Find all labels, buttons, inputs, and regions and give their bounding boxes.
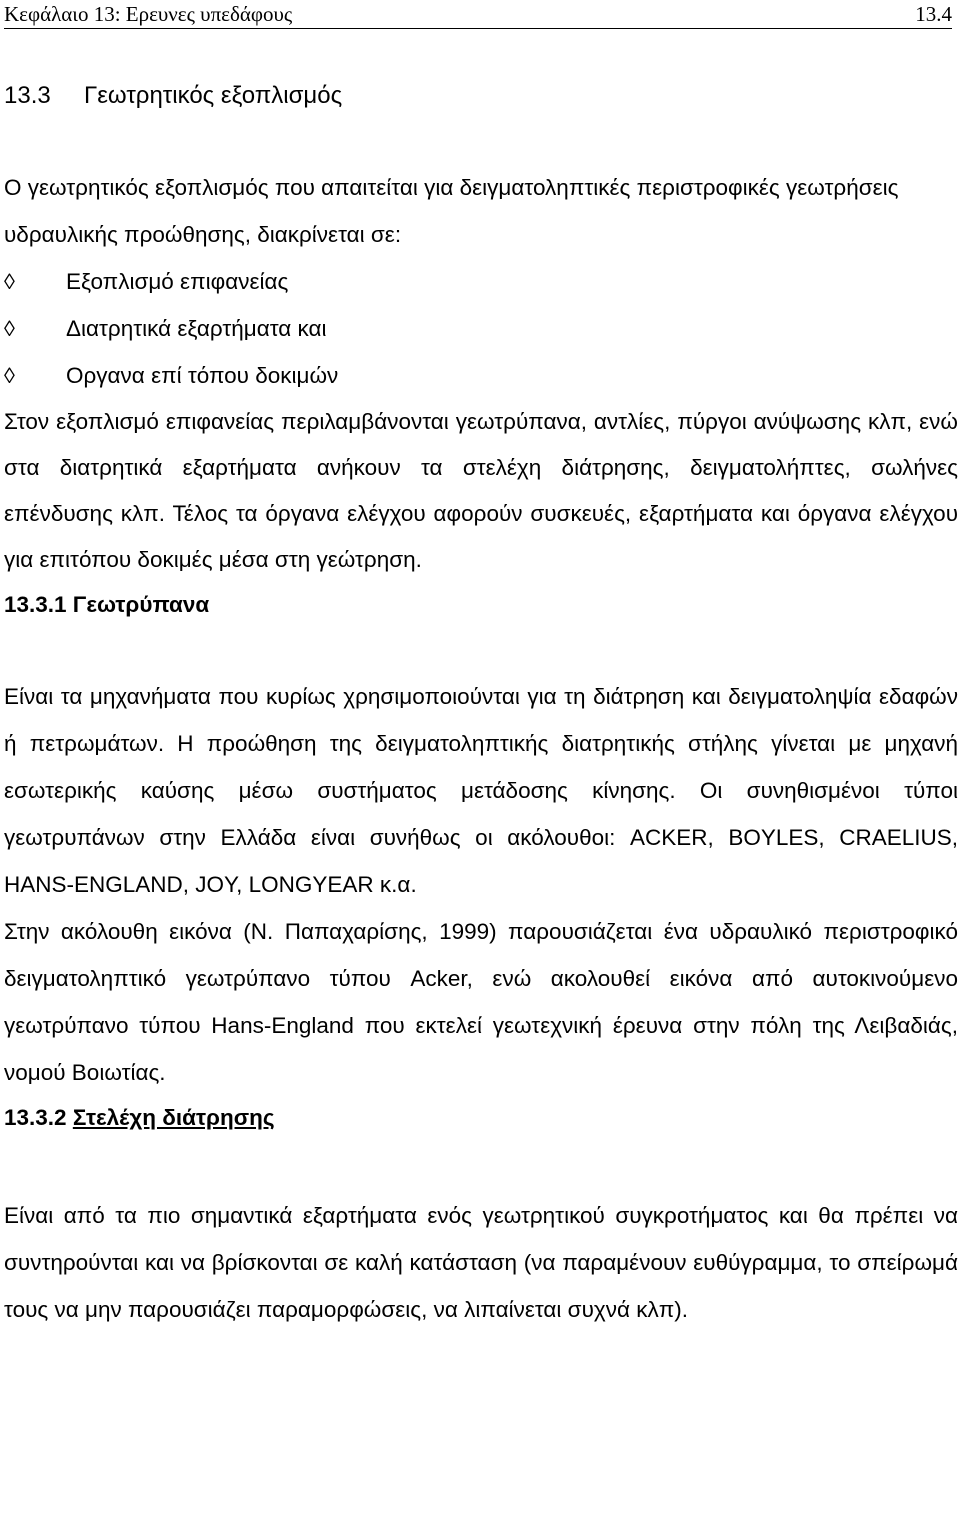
diamond-bullet-icon: ◊ <box>4 316 15 341</box>
subsection-paragraph: Στην ακόλουθη εικόνα (Ν. Παπαχαρίσης, 1999) παρουσιάζεται ένα υδραυλικό περιστροφικό δειγματοληπτικό γεωτρύπανο τύπου Acker, ενώ ακολουθεί εικόνα από αυτοκινούμενο γεωτρύπανο τύπου Hans-England που εκτελεί γεωτεχνική έρευνα στην πόλη της Λειβαδιάς, νομού Βοιωτίας. <box>4 919 958 1085</box>
subsection-paragraph: Είναι τα μηχανήματα που κυρίως χρησιμοποιούνται για τη διάτρηση και δειγματοληψία εδαφών ή πετρωμάτων. Η προώθηση της δειγματοληπτικής διατρητικής στήλης γίνεται με μηχανή εσωτερικής καύσης μέσω συστήματος μετάδοσης κίνησης. Οι συνηθισμένοι τύποι γεωτρυπάνων στην Ελλάδα είναι συνήθως οι ακόλουθοι: ACKER, BOYLES, CRAELIUS, HANS-ENGLAND, JOY, LONGYEAR κ.α. <box>4 684 958 897</box>
section-title: Γεωτρητικός εξοπλισμός <box>84 82 343 109</box>
chapter-title: Κεφάλαιο 13: Ερευνες υπεδάφους <box>4 2 293 26</box>
section-heading <box>4 74 958 118</box>
page-number: 13.4 <box>915 2 952 26</box>
diamond-bullet-icon: ◊ <box>4 269 15 294</box>
document-body <box>4 74 958 1333</box>
list-item-text: Οργανα επί τόπου δοκιμών <box>66 363 339 388</box>
subsection-number: 13.3.2 <box>4 1105 67 1130</box>
subsection-heading-drill-rods <box>4 1096 958 1140</box>
list-item-text: Εξοπλισμό επιφανείας <box>66 269 289 294</box>
section-number: 13.3 <box>4 82 51 109</box>
section-paragraph: Στον εξοπλισμό επιφανείας περιλαμβάνονται γεωτρύπανα, αντλίες, πύργοι ανύψωσης κλπ, ενώ στα διατρητικά εξαρτήματα ανήκουν τα στελέχη διάτρησης, δειγματολήπτες, σωλήνες επένδυσης κλπ. Τέλος τα όργανα ελέγχου αφορούν συσκευές, εξαρτήματα και όργανα ελέγχου για επιτόπου δοκιμές μέσα στη γεώτρηση. <box>4 409 958 572</box>
section-intro: Ο γεωτρητικός εξοπλισμός που απαιτείται για δειγματοληπτικές περιστροφικές γεωτρήσεις υδραυλικής προώθησης, διακρίνεται σε: <box>4 175 899 247</box>
list-item <box>4 305 958 352</box>
list-item <box>4 258 958 305</box>
subsection-paragraph: Είναι από τα πιο σημαντικά εξαρτήματα ενός γεωτρητικού συγκροτήματος και θα πρέπει να συντηρούνται και να βρίσκονται σε καλή κατάσταση (να παραμένουν ευθύγραμμα, το σπείρωμά τους να μην παρουσιάζει παραμορφώσεις, να λιπαίνεται συχνά κλπ). <box>4 1203 958 1322</box>
equipment-list <box>4 258 958 399</box>
list-item <box>4 352 958 399</box>
page-header <box>4 0 952 29</box>
list-item-text: Διατρητικά εξαρτήματα και <box>66 316 327 341</box>
subsection-title: Στελέχη διάτρησης <box>72 1105 275 1130</box>
subsection-heading-drilling-rigs: 13.3.1 Γεωτρύπανα <box>4 592 210 617</box>
diamond-bullet-icon: ◊ <box>4 363 15 388</box>
